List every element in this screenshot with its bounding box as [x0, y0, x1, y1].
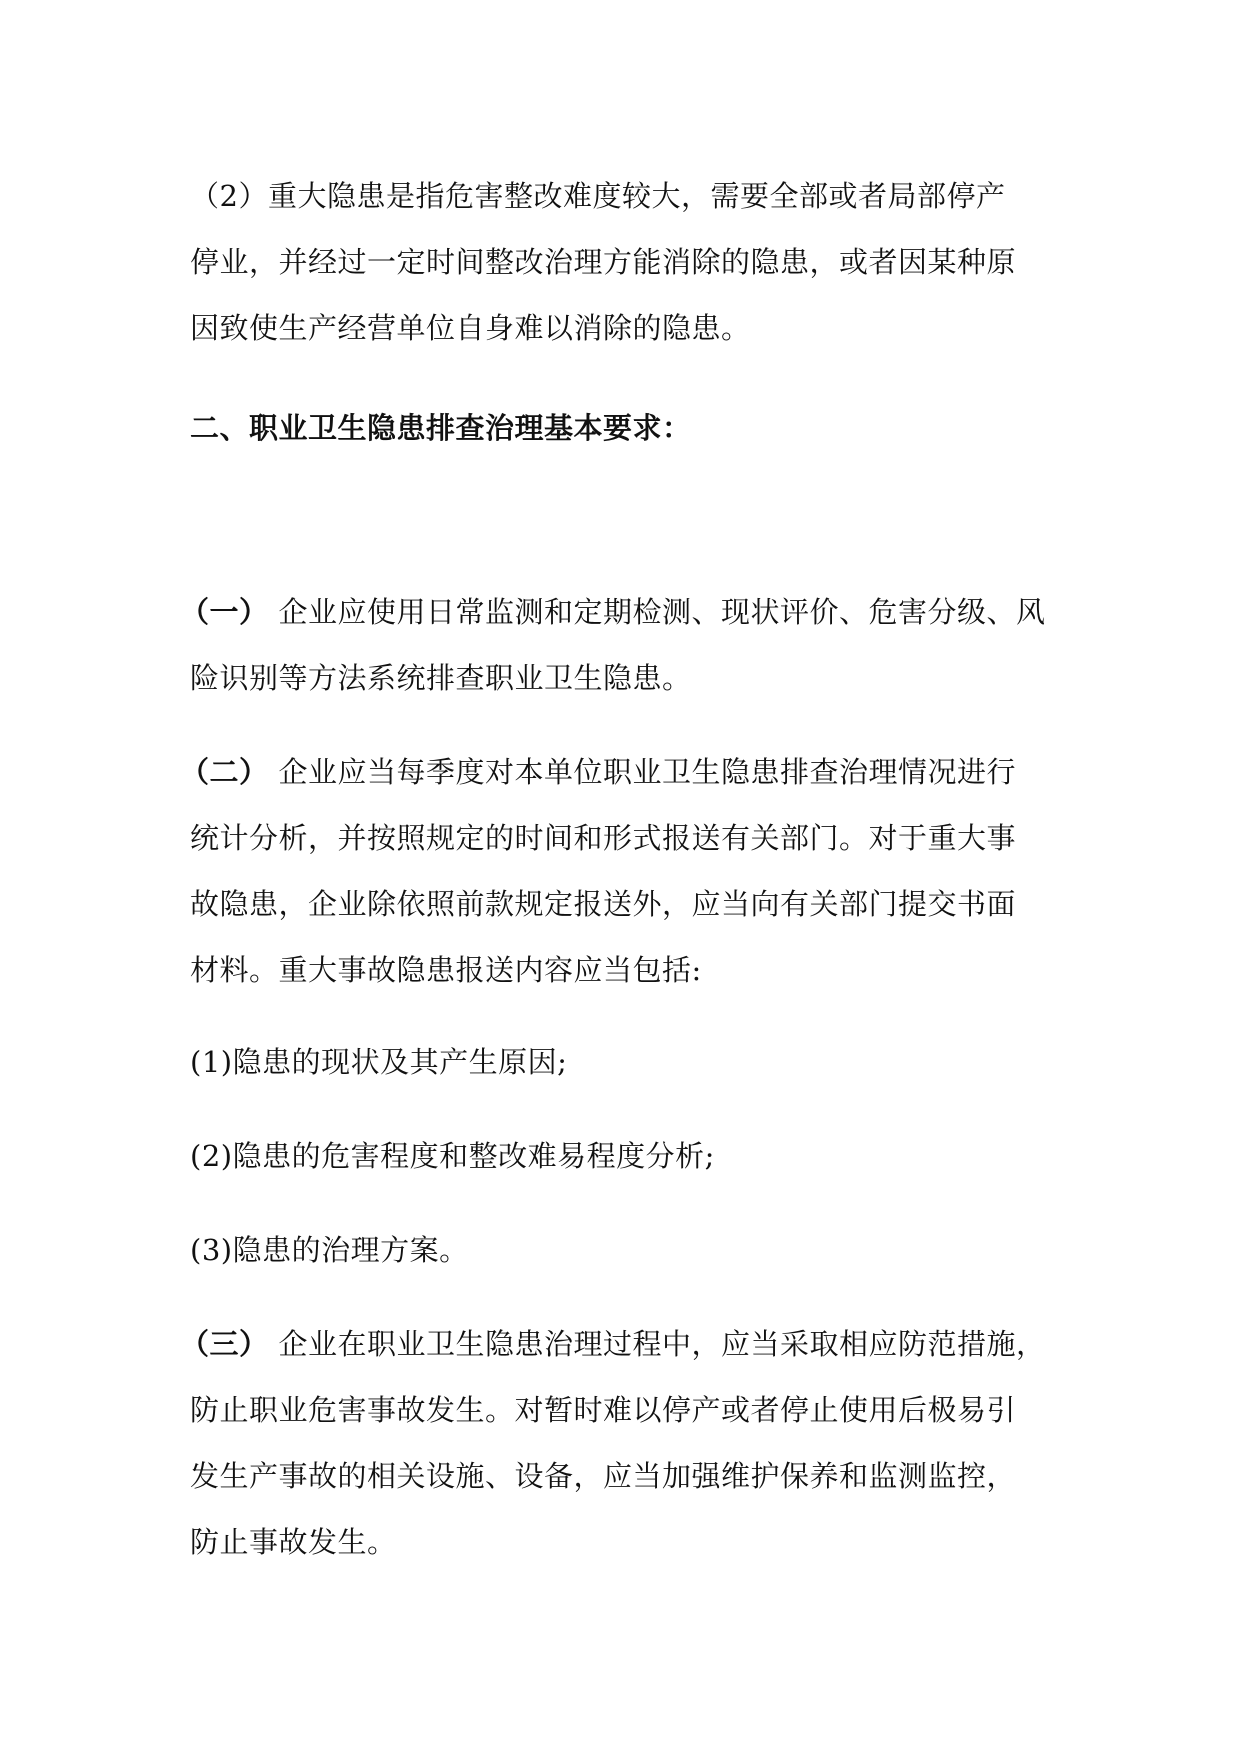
item3-first-line: [180, 1324, 1046, 1364]
intro-line-1: （2）重大隐患是指危害整改难度较大，需要全部或者局部停产: [190, 179, 1006, 213]
item2-sub-item-3: (3)隐患的治理方案。: [190, 1233, 469, 1267]
item1-line-2: 险识别等方法系统排查职业卫生隐患。: [190, 661, 692, 695]
item2-sub-item-1: (1)隐患的现状及其产生原因;: [190, 1045, 568, 1079]
item3-line-2: 防止职业危害事故发生。对暂时难以停产或者停止使用后极易引: [190, 1393, 1017, 1427]
item2-sub-item-2: (2)隐患的危害程度和整改难易程度分析;: [190, 1139, 715, 1173]
item2-label: （二）: [180, 755, 269, 789]
item2-line-2: 统计分析，并按照规定的时间和形式报送有关部门。对于重大事: [190, 821, 1017, 855]
item2-line-3: 故隐患，企业除依照前款规定报送外，应当向有关部门提交书面: [190, 887, 1017, 921]
item3-line-4: 防止事故发生。: [190, 1525, 397, 1559]
item1-label: （一）: [180, 595, 269, 629]
item1-first-line: [180, 592, 1046, 632]
intro-line-2: 停业，并经过一定时间整改治理方能消除的隐患，或者因某种原: [190, 245, 1017, 279]
section-heading: 二、职业卫生隐患排查治理基本要求：: [190, 411, 692, 445]
item2-line-1: 企业应当每季度对本单位职业卫生隐患排查治理情况进行: [278, 755, 1017, 789]
item3-line-1: 企业在职业卫生隐患治理过程中，应当采取相应防范措施，: [278, 1327, 1046, 1361]
item2-line-4: 材料。重大事故隐患报送内容应当包括:: [190, 953, 702, 987]
item3-line-3: 发生产事故的相关设施、设备，应当加强维护保养和监测监控，: [190, 1459, 1017, 1493]
item2-first-line: [180, 752, 1017, 792]
intro-line-3: 因致使生产经营单位自身难以消除的隐患。: [190, 311, 751, 345]
item1-line-1: 企业应使用日常监测和定期检测、现状评价、危害分级、风: [278, 595, 1046, 629]
item3-label: （三）: [180, 1327, 269, 1361]
